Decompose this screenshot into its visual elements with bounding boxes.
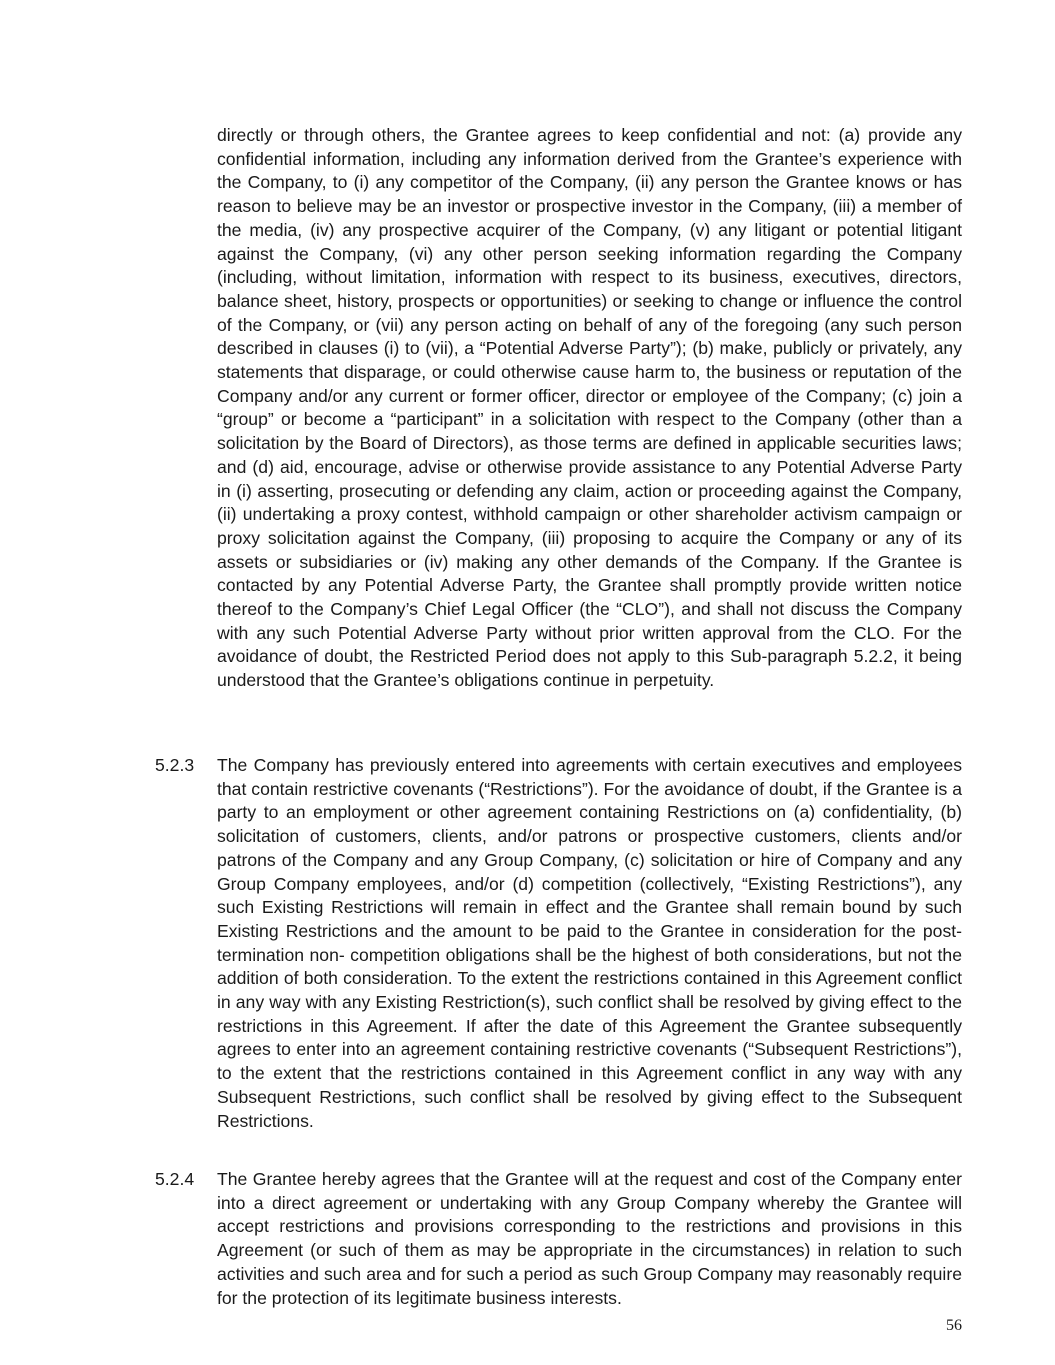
- clause-text: The Company has previously entered into agreements with certain executives and employees that contain restrictive covenants (“Restrictions”). For the avoidance of doubt, if the Grantee is a party to an employment or other agreement containing Restrictions on (a) confidentiality, (b) solicitation of customers, clients, and/or patrons or prospective customers, clients and/or patrons of the Company and any Group Company, (c) solicitation or hire of Company and any Group Company employees, and/or (d) competition (collectively, “Existing Restrictions”), any such Existing Restrictions will remain in effect and the Grantee shall remain bound by such Existing Restrictions and the amount to be paid to the Grantee in consideration for the post-termination non- competition obligations shall be the highest of both considerations, but not the addition of both consideration. To the extent the restrictions contained in this Agreement conflict in any way with any Existing Restriction(s), such conflict shall be resolved by giving effect to the restrictions in this Agreement. If after the date of this Agreement the Grantee subsequently agrees to enter into an agreement containing restrictive covenants (“Subsequent Restrictions”), to the extent that the restrictions contained in this Agreement conflict in any way with any Subsequent Restrictions, such conflict shall be resolved by giving effect to the Subsequent Restrictions.: [217, 755, 962, 1131]
- clause-number: 5.2.3: [155, 755, 195, 775]
- clause-text: The Grantee hereby agrees that the Grantee will at the request and cost of the Company enter into a direct agreement or undertaking with any Group Company whereby the Grantee will accept restrictions and provisions corresponding to the restrictions and provisions in this Agreement (or such of them as may be appropriate in the circumstances) in relation to such activities and such area and for such a period as such Group Company may reasonably require for the protection of its legitimate business interests.: [217, 1169, 962, 1308]
- page-number: 56: [946, 1317, 962, 1334]
- continued-paragraph-5-2-2: directly or through others, the Grantee agrees to keep confidential and not: (a) provide any confidential information, including any information derived from the Grantee’s experience with the Company, to (i) any competitor of the Company, (ii) any person the Grantee knows or has reason to believe may be an investor or prospective investor in the Company, (iii) a member of the media, (iv) any prospective acquirer of the Company, (v) any litigant or potential litigant against the Company, (vi) any other person seeking information regarding the Company (including, without limitation, information with respect to its business, executives, directors, balance sheet, history, prospects or opportunities) or seeking to change or influence the control of the Company, or (vii) any person acting on behalf of any of the foregoing (any such person described in clauses (i) to (vii), a “Potential Adverse Party”); (b) make, publicly or privately, any statements that disparage, or could otherwise cause harm to, the business or reputation of the Company and/or any current or former officer, director or employee of the Company; (c) join a “group” or become a “participant” in a solicitation with respect to the Company (other than a solicitation by the Board of Directors), as those terms are defined in applicable securities laws; and (d) aid, encourage, advise or otherwise provide assistance to any Potential Adverse Party in (i) asserting, prosecuting or defending any claim, action or proceeding against the Company, (ii) undertaking a proxy contest, withhold campaign or other shareholder activism campaign or proxy solicitation against the Company, (iii) proposing to acquire the Company or any of its assets or subsidiaries or (iv) making any other demands of the Company. If the Grantee is contacted by any Potential Adverse Party, the Grantee shall promptly provide written notice thereof to the Company’s Chief Legal Officer (the “CLO”), and shall not discuss the Company with any such Potential Adverse Party without prior written approval from the CLO. For the avoidance of doubt, the Restricted Period does not apply to this Sub-paragraph 5.2.2, it being understood that the Grantee’s obligations continue in perpetuity.: [217, 125, 962, 691]
- clause-number: 5.2.4: [155, 1169, 195, 1189]
